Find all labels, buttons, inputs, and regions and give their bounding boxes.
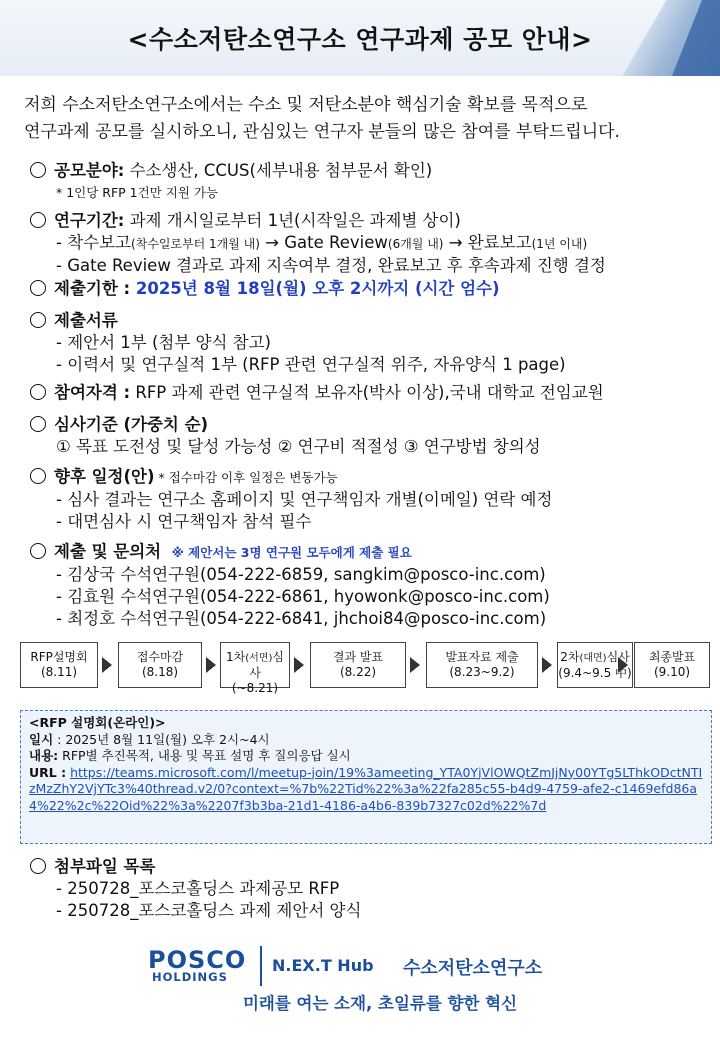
section-criteria: 심사기준 (가중치 순) ① 목표 도전성 및 달성 가능성 ② 연구비 적절성 ③ 연구방법 창의성 [30,414,710,458]
intro-text: 저희 수소저탄소연구소에서는 수소 및 저탄소분야 핵심기술 확보를 목적으로 연구과제 공모를 실시하오니, 관심있는 연구자 분들의 많은 참여를 부탁드립니다. [24,95,620,142]
section-eligibility: 참여자격 : RFP 과제 관련 연구실적 보유자(박사 이상),국내 대학교 전임교원 [30,382,710,404]
bullet-circle-icon [30,162,46,178]
posco-logo: POSCO [148,946,247,974]
section-deadline: 제출기한 : 2025년 8월 18일(월) 오후 2시까지 (시간 엄수) [30,278,710,300]
bullet-circle-icon [30,384,46,400]
section-documents: 제출서류 - 제안서 1부 (첨부 양식 참고) - 이력서 및 연구실적 1부 (RFP 관련 연구실적 위주, 자유양식 1 page) [30,310,710,376]
section-attachments: 첨부파일 목록 - 250728_포스코홀딩스 과제공모 RFP - 250728_포스코홀딩스 과제 제안서 양식 [30,856,710,922]
holdings-logo: HOLDINGS [152,970,228,984]
flow-step: 결과 발표 (8.22) [310,642,406,688]
bullet-circle-icon [30,858,46,874]
bullet-circle-icon [30,468,46,484]
arrow-right-icon [294,657,304,673]
bullet-circle-icon [30,212,46,228]
arrow-right-icon [618,657,628,673]
section-period: 연구기간: 과제 개시일로부터 1년(시작일은 과제별 상이) - 착수보고(착수일로부터 1개월 내) → Gate Review(6개월 내) → 완료보고(1년 이내) - Gate Review 결과로 과제 지속여부 결정, 완료보고 후 후속과제 진행 결정 [30,210,710,277]
section-contact: 제출 및 문의처 ※ 제안서는 3명 연구원 모두에게 제출 필요 - 김상국 수석연구원(054-222-6859, sangkim@posco-inc.com) - 김효원 수석연구원(054-222-6861, hyowonk@posco-inc.com) - 최정호 수석연구원(054-222-6841, jhchoi84@posco-inc.com) [30,541,710,630]
section-schedule: 향후 일정(안) * 접수마감 이후 일정은 변동가능 - 심사 결과는 연구소 홈페이지 및 연구책임자 개별(이메일) 연락 예정 - 대면심사 시 연구책임자 참석 필수 [30,466,710,533]
bullet-circle-icon [30,416,46,432]
flow-step: 1차(서면)심사 (~8.21) [220,642,290,688]
flow-step: 최종발표 (9.10) [634,642,710,688]
bullet-circle-icon [30,312,46,328]
arrow-right-icon [102,657,112,673]
bullet-circle-icon [30,280,46,296]
slogan: 미래를 여는 소재, 초일류를 향한 혁신 [242,994,518,1013]
arrow-right-icon [410,657,420,673]
flow-step: RFP설명회 (8.11) [20,642,98,688]
meeting-link[interactable]: https://teams.microsoft.com/l/meetup-join/19%3ameeting_YTA0YjVlOWQtZmJjNy00YTg5LThkODctNTIzMzZhY2VjYTc3%40thread.v2/0?context=%7b%22Tid%22%3a%22fa285c55-b4d9-4759-afe2-c1469efd86a4%22%2c%22Oid%22%3a%2207f3b3ba-21d1-4186-a4b6-839b7327c02d%22%7d [29,764,703,813]
page-title: <수소저탄소연구소 연구과제 공모 안내> [127,25,593,54]
flow-step: 발표자료 제출 (8.23~9.2) [426,642,538,688]
flow-step: 2차(대면)심사 (9.4~9.5 中) [557,642,633,688]
section-field: 공모분야: 수소생산, CCUS(세부내용 첨부문서 확인) * 1인당 RFP 1건만 지원 가능 [30,160,710,204]
flow-step: 접수마감 (8.18) [118,642,202,688]
institute-name: 수소저탄소연구소 [403,958,543,979]
bullet-circle-icon [30,543,46,559]
footer-logo [148,946,588,986]
arrow-right-icon [542,657,552,673]
schedule-flow [20,642,710,695]
next-hub-label: N.EX.T Hub [272,956,374,975]
logo-divider [260,946,262,986]
rfp-info-box: <RFP 설명회(온라인)> 일시 : 2025년 8월 11일(월) 오후 2시~4시 내용: RFP별 추진목적, 내용 및 목표 설명 후 질의응답 실시 URL : https://teams.microsoft.com/l/meetup-join/19%3ameeting_YTA0YjVlOWQtZmJjNy00YTg5LThkODctNTIzMzZhY2VjYTc3%40thread.v2/0?context=%7b%22Tid%22%3a%22fa285c55-b4d9-4759-afe2-c1469efd86a4%22%2c%22Oid%22%3a%2207f3b3ba-21d1-4186-a4b6-839b7327c02d%22%7d [20,710,712,844]
arrow-right-icon [206,657,216,673]
